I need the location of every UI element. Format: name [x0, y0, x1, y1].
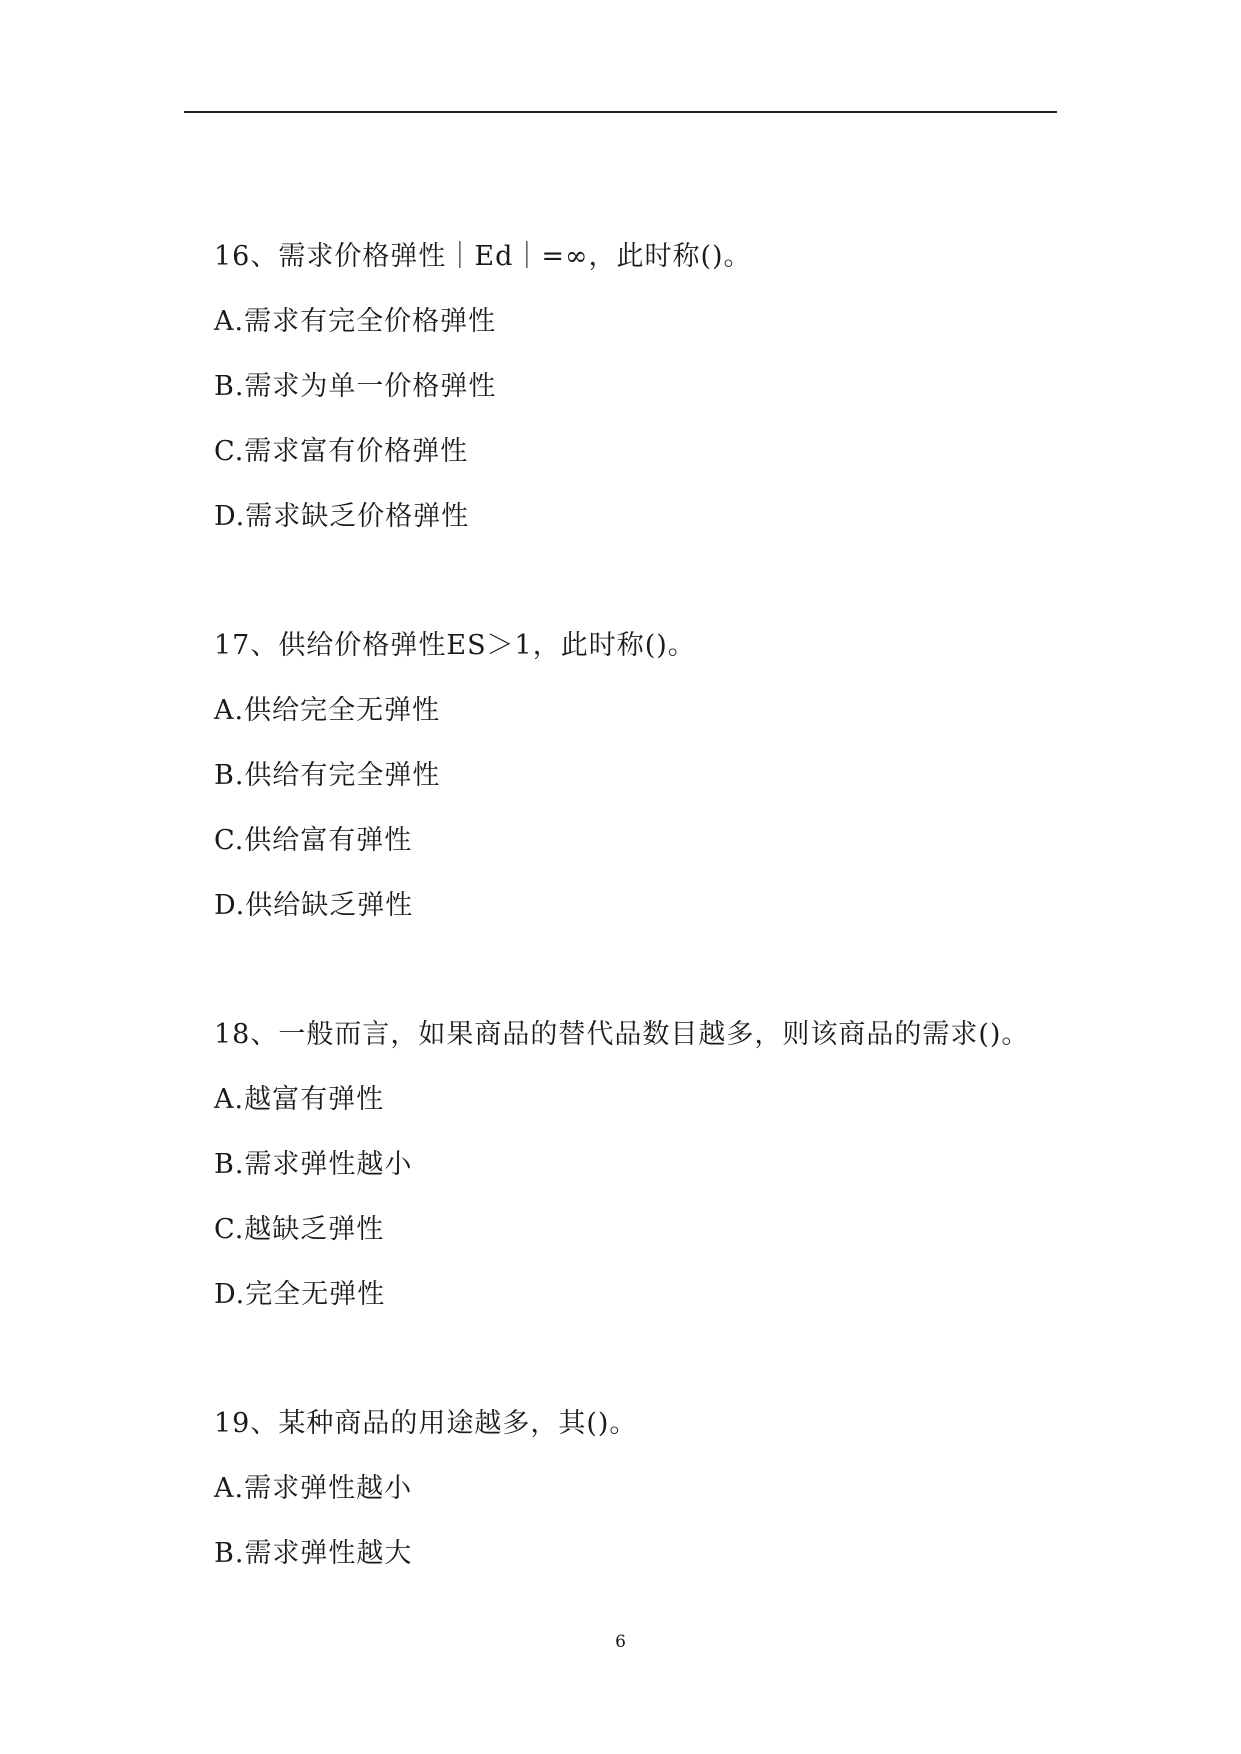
- option-text: 需求弹性越小: [244, 1473, 413, 1504]
- option-text: 完全无弹性: [245, 1279, 386, 1310]
- option-letter: A.: [214, 695, 245, 726]
- question-stem: 19、某种商品的用途越多，其()。: [214, 1408, 638, 1439]
- option-text: 需求弹性越小: [244, 1149, 413, 1180]
- option-b: [214, 1521, 1074, 1586]
- option-letter: C.: [214, 825, 245, 856]
- option-text: 需求有完全价格弹性: [244, 306, 497, 337]
- option-text: 需求为单一价格弹性: [244, 371, 497, 402]
- option-c: [214, 1197, 1074, 1262]
- option-b: [214, 1132, 1074, 1197]
- option-letter: B.: [214, 1538, 245, 1569]
- option-letter: D.: [214, 501, 246, 532]
- option-letter: B.: [214, 1149, 245, 1180]
- option-letter: C.: [214, 436, 245, 467]
- option-text: 需求富有价格弹性: [244, 436, 469, 467]
- option-d: [214, 873, 1074, 938]
- question-list: [214, 224, 1074, 1650]
- option-text: 供给富有弹性: [244, 825, 413, 856]
- option-letter: A.: [214, 1473, 245, 1504]
- option-letter: D.: [214, 890, 246, 921]
- option-c: [214, 808, 1074, 873]
- question-stem: 16、需求价格弹性｜Ed｜=∞，此时称()。: [214, 241, 752, 272]
- option-letter: A.: [214, 1084, 245, 1115]
- option-text: 越缺乏弹性: [244, 1214, 385, 1245]
- option-letter: A.: [214, 306, 245, 337]
- option-c: [214, 419, 1074, 484]
- option-letter: C.: [214, 1214, 245, 1245]
- option-a: [214, 1456, 1074, 1521]
- option-b: [214, 743, 1074, 808]
- option-letter: D.: [214, 1279, 246, 1310]
- option-text: 供给有完全弹性: [244, 760, 441, 791]
- option-letter: B.: [214, 760, 245, 791]
- question-18: [214, 1002, 1074, 1327]
- option-d: [214, 484, 1074, 549]
- option-text: 供给缺乏弹性: [245, 890, 414, 921]
- option-a: [214, 289, 1074, 354]
- page-number: 6: [615, 1632, 626, 1652]
- option-letter: B.: [214, 371, 245, 402]
- option-d: [214, 1262, 1074, 1327]
- option-b: [214, 354, 1074, 419]
- option-text: 越富有弹性: [244, 1084, 385, 1115]
- option-text: 需求弹性越大: [244, 1538, 413, 1569]
- option-text: 需求缺乏价格弹性: [245, 501, 470, 532]
- question-16: [214, 224, 1074, 549]
- question-stem: 17、供给价格弹性ES＞1，此时称()。: [214, 630, 696, 661]
- option-a: [214, 678, 1074, 743]
- question-stem: 18、一般而言，如果商品的替代品数目越多，则该商品的需求()。: [214, 1019, 1030, 1050]
- question-19: [214, 1391, 1074, 1586]
- option-a: [214, 1067, 1074, 1132]
- header-rule: [184, 111, 1057, 113]
- option-text: 供给完全无弹性: [244, 695, 441, 726]
- question-17: [214, 613, 1074, 938]
